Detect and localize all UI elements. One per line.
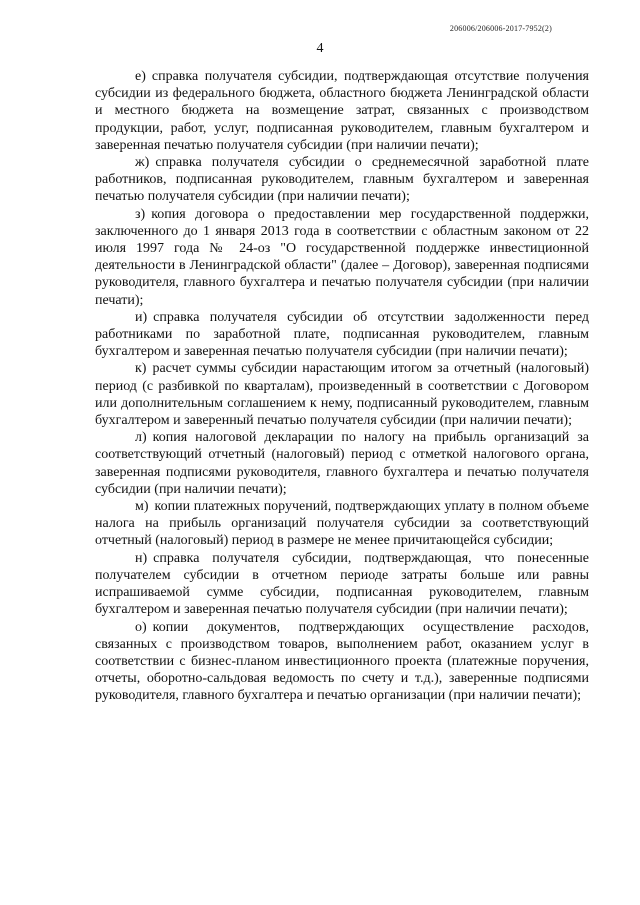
paragraph-text: справка получателя субсидии, подтверждающая отсутствие получения субсидии из федерального бюджета, областного бюджета Ленинградской области и местного бюджета на возмещение затрат, связанных с производством продукции, работ, услуг, подписанная руководителем, главным бухгалтером и заверенная печатью получателя субсидии (при наличии печати); — [95, 69, 589, 153]
paragraph-text: справка получателя субсидии о среднемесячной заработной плате работников, подписанная руководителем, главным бухгалтером и заверенная печатью получателя субсидии (при наличии печати); — [95, 155, 589, 205]
paragraph-text: справка получателя субсидии, подтверждающая, что понесенные получателем субсидии в отчетном периоде затраты больше или равны испрашиваемой сумме субсидии, подписанная руководителем, главным бухгалтером и заверенная печатью получателя субсидии (при наличии печати); — [95, 550, 589, 618]
paragraph-letter: ж) — [135, 155, 150, 171]
paragraph-text: справка получателя субсидии об отсутствии задолженности перед работниками по заработной плате, подписанная руководителем, главным бухгалтером и заверенная печатью получателя субсидии (при наличии печати); — [95, 309, 589, 360]
paragraph-letter: е) — [135, 69, 146, 84]
paragraph-text: расчет суммы субсидии нарастающим итогом за отчетный (налоговый) период (с разбивкой по кварталам), произведенный в соответствии с Договором или дополнительным соглашением к нему, подписанный руководителем, главным бухгалтером и заверенный печатью получателя субсидии (при наличии печати); — [95, 361, 589, 429]
document-body — [95, 68, 589, 705]
paragraph-letter: о) — [135, 619, 147, 635]
document-id: 206006/206006-2017-7952(2) — [449, 24, 552, 33]
paragraph-zh — [95, 154, 589, 206]
paragraph-letter: и) — [135, 309, 148, 325]
paragraph-z — [95, 206, 589, 309]
paragraph-letter: л) — [135, 430, 147, 446]
paragraph-o — [95, 619, 589, 705]
paragraph-text: копия договора о предоставлении мер государственной поддержки, заключенного до 1 января 2013 года в соответствии с областным законом от 22 июля 1997 года № 24-оз "О государственной поддержке инвестиционной деятельности в Ленинградской области" (далее – Договор), заверенная подписями руководителя, главного бухгалтера и печатью получателя субсидии (при наличии печати); — [95, 206, 589, 308]
paragraph-text: копия налоговой декларации по налогу на прибыль организаций за соответствующий отчетный (налоговый) период с отметкой налогового органа, заверенная подписями руководителя, главного бухгалтера и печатью получателя субсидии (при наличии печати); — [95, 430, 589, 497]
paragraph-letter: з) — [135, 206, 146, 222]
page-number: 4 — [316, 41, 324, 56]
paragraph-i — [95, 309, 589, 361]
paragraph-text: копии документов, подтверждающих осуществление расходов, связанных с производством товаров, выполнением работ, оказанием услуг в соответствии с бизнес-планом инвестиционного проекта (платежные поручения, отчеты, оборотно-сальдовая ведомость по счету и т.д.), заверенные подписями руководителя, главного бухгалтера и печатью организации (при наличии печати); — [95, 619, 589, 704]
paragraph-text: копии платежных поручений, подтверждающих уплату в полном объеме налога на прибыль организаций получателя субсидии за соответствующий отчетный (налоговый) период в размере не менее причитающейся субсидии; — [95, 499, 589, 549]
paragraph-e — [95, 68, 589, 154]
paragraph-n — [95, 550, 589, 619]
paragraph-letter: н) — [135, 550, 148, 566]
paragraph-m — [95, 498, 589, 550]
paragraph-letter: м) — [135, 499, 149, 515]
paragraph-letter: к) — [135, 361, 147, 377]
paragraph-k — [95, 360, 589, 429]
paragraph-l — [95, 429, 589, 498]
